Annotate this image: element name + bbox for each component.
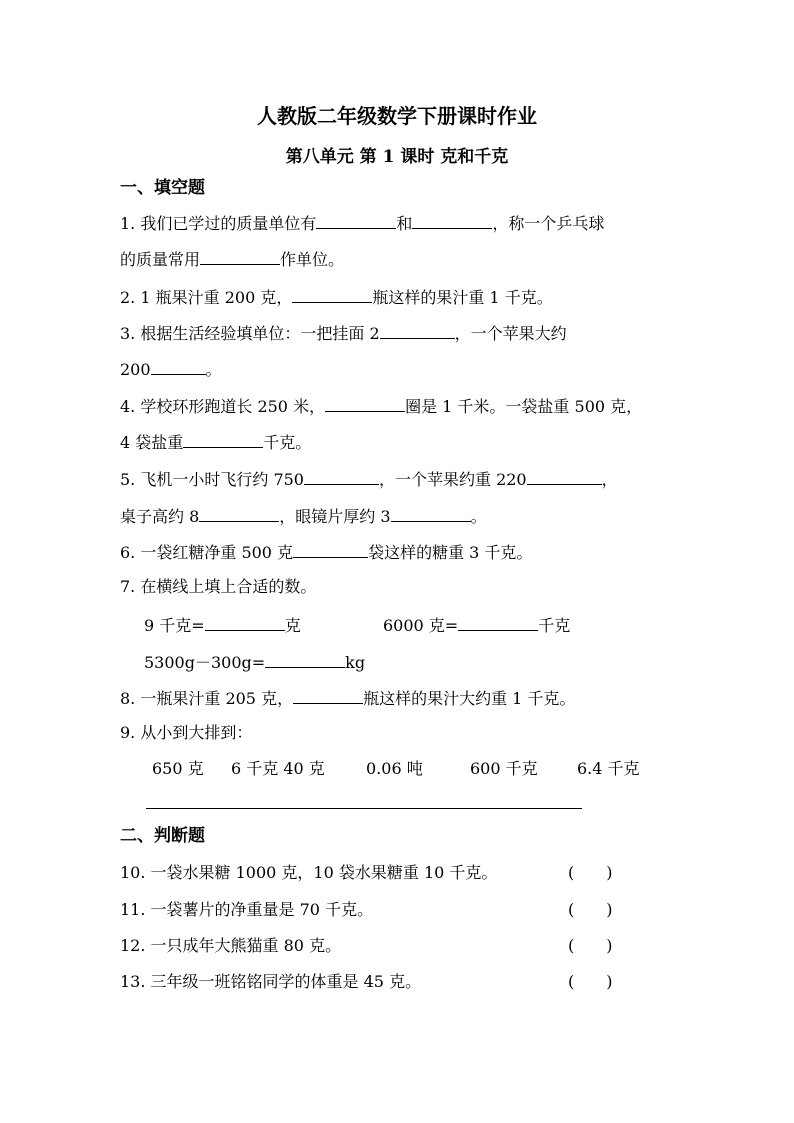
answer-blank[interactable] <box>412 212 492 229</box>
answer-parentheses[interactable]: ( ) <box>568 900 613 919</box>
judge-question-11: 11. 一袋薯片的净重量是 70 千克。 <box>120 900 374 919</box>
answer-blank[interactable] <box>200 248 280 265</box>
answer-blank[interactable] <box>391 505 471 522</box>
sort-item: 650 克 <box>152 759 204 778</box>
judge-question-10: 10. 一袋水果糖 1000 克，10 袋水果糖重 10 千克。 <box>120 863 498 882</box>
sort-item: 600 千克 <box>470 759 538 778</box>
question-9: 9. 从小到大排到： <box>120 723 253 742</box>
question-4-line-2: 4 袋盐重 千克。 <box>120 433 312 452</box>
judge-question-12: 12. 一只成年大熊猫重 80 克。 <box>120 936 342 955</box>
question-4-line-1: 4. 学校环形跑道长 250 米， 圈是 1 千米。一袋盐重 500 克， <box>120 397 643 416</box>
answer-blank[interactable] <box>151 358 206 375</box>
answer-blank[interactable] <box>205 614 285 631</box>
answer-blank[interactable] <box>304 468 379 485</box>
question-3-line-2: 200 。 <box>120 360 222 379</box>
question-7-equation-1: 9 千克= 克 <box>144 616 301 635</box>
page-title: 人教版二年级数学下册课时作业 <box>257 104 537 128</box>
answer-blank[interactable] <box>316 212 396 229</box>
sort-answer-line[interactable] <box>146 808 582 809</box>
answer-parentheses[interactable]: ( ) <box>568 936 613 955</box>
question-3-line-1: 3. 根据生活经验填单位：一把挂面 2 ，一个苹果大约 <box>120 324 567 343</box>
question-8: 8. 一瓶果汁重 205 克， 瓶这样的果汁大约重 1 千克。 <box>120 689 576 708</box>
question-7: 7. 在横线上填上合适的数。 <box>120 577 317 596</box>
answer-blank[interactable] <box>199 505 279 522</box>
answer-blank[interactable] <box>293 541 368 558</box>
question-1-line-1: 1. 我们已学过的质量单位有 和 ，称一个乒乓球 <box>120 214 605 233</box>
question-1-line-2: 的质量常用 作单位。 <box>120 250 345 269</box>
sort-item: 6 千克 40 克 <box>231 759 325 778</box>
section-fill-blank-heading: 一、填空题 <box>120 178 205 198</box>
answer-blank[interactable] <box>183 431 263 448</box>
answer-blank[interactable] <box>265 651 345 668</box>
judge-question-13: 13. 三年级一班铭铭同学的体重是 45 克。 <box>120 972 422 991</box>
section-judge-heading: 二、判断题 <box>120 826 205 846</box>
answer-blank[interactable] <box>325 395 405 412</box>
answer-parentheses[interactable]: ( ) <box>568 972 613 991</box>
answer-parentheses[interactable]: ( ) <box>568 863 613 882</box>
answer-blank[interactable] <box>380 322 455 339</box>
question-7-equation-3: 5300g－300g= kg <box>144 653 366 672</box>
answer-blank[interactable] <box>292 286 372 303</box>
answer-blank[interactable] <box>293 687 363 704</box>
page-subtitle: 第八单元 第 1 课时 克和千克 <box>285 147 509 167</box>
answer-blank[interactable] <box>527 468 602 485</box>
question-6: 6. 一袋红糖净重 500 克 袋这样的糖重 3 千克。 <box>120 543 533 562</box>
question-2: 2. 1 瓶果汁重 200 克， 瓶这样的果汁重 1 千克。 <box>120 288 553 307</box>
answer-blank[interactable] <box>458 614 538 631</box>
sort-item: 6.4 千克 <box>577 759 640 778</box>
question-5-line-1: 5. 飞机一小时飞行约 750 ，一个苹果约重 220 ， <box>120 470 618 489</box>
sort-item: 0.06 吨 <box>366 759 423 778</box>
question-5-line-2: 桌子高约 8 ，眼镜片厚约 3 。 <box>120 507 487 526</box>
question-7-equation-2: 6000 克= 千克 <box>383 616 571 635</box>
